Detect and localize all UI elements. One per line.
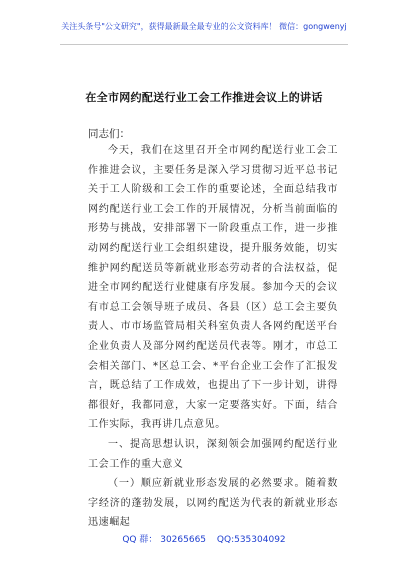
- footer-qq-contact: QQ:535304092: [216, 535, 286, 545]
- document-body: [88, 141, 338, 533]
- footer: [0, 532, 408, 545]
- paragraph: （一）顺应新就业形态发展的必然要求。随着数字经济的蓬勃发展，以网约配送为代表的新就业形态迅速崛起: [88, 478, 338, 529]
- document-title: 在全市网约配送行业工会工作推进会议上的讲话: [85, 91, 323, 104]
- section-heading: 一、提高思想认识，深刻领会加强网约配送行业工会工作的重大意义: [88, 438, 338, 470]
- header-divider: [60, 44, 348, 45]
- header-banner: 关注头条号"公文研究"，获得最新最全最专业的公文资料库！ 微信：gongwenyj: [61, 22, 347, 31]
- paragraph: 今天，我们在这里召开全市网约配送行业工会工作推进会议，主要任务是深入学习贯彻习近平总书记关于工人阶级和工会工作的重要论述，全面总结我市网约配送行业工会工作的开展情况，分析当前面临的形势与挑战，安排部署下一阶段重点工作，进一步推动网约配送行业工会组织建设，提升服务效能，切实维护网约配送员等新就业形态劳动者的合法权益，促进全市网约配送行业健康有序发展。参加今天的会议有市总工会领导班子成员、各县（区）总工会主要负责人、市市场监管局相关科室负责人各网约配送平台企业负责人及部分网约配送员代表等。刚才，市总工会相关部门、*区总工会、*平台企业工会作了汇报发言，既总结了工作成效，也提出了下一步计划，讲得都很好，我都同意，大家一定要落实好。下面，结合工作实际，我再讲几点意见。: [88, 145, 338, 431]
- salutation: 同志们：: [88, 128, 130, 140]
- footer-qq-group: QQ 群： 30265665: [122, 535, 207, 545]
